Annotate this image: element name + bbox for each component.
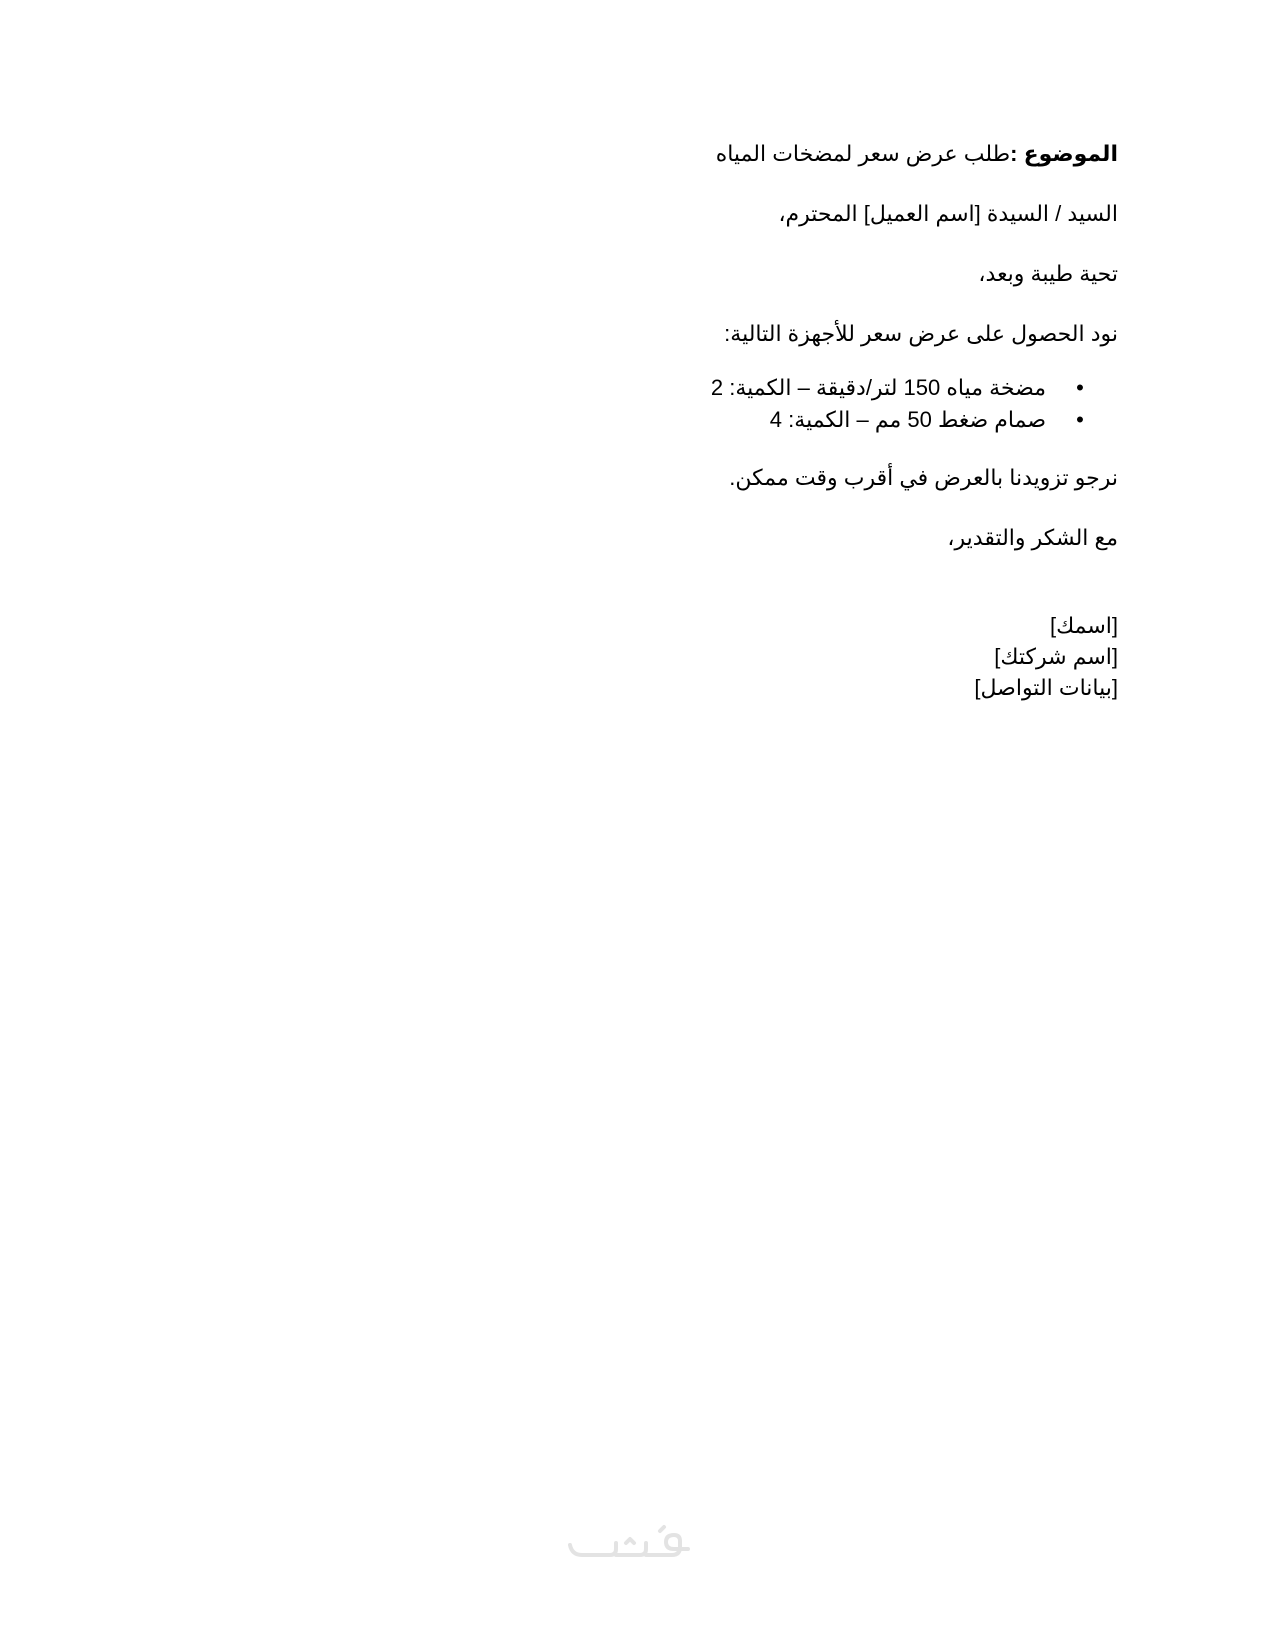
signature-company: [اسم شركتك] [994, 644, 1118, 669]
intro-line: نود الحصول على عرض سعر للأجهزة التالية: [724, 321, 1118, 346]
bullet-icon: • [1076, 407, 1084, 432]
signature-block [638, 610, 1118, 703]
items-list [638, 372, 1118, 436]
signature-contact: [بيانات التواصل] [974, 675, 1118, 700]
subject-text: طلب عرض سعر لمضخات المياه [715, 141, 1011, 166]
closing-line: مع الشكر والتقدير، [947, 525, 1118, 550]
salutation-line: تحية طيبة وبعد، [978, 261, 1118, 286]
greeting-line: السيد / السيدة [اسم العميل] المحترم، [778, 201, 1118, 226]
watermark-logo [560, 1515, 700, 1565]
list-item-text: صمام ضغط 50 مم – الكمية: 4 [769, 407, 1046, 432]
subject-line [638, 138, 1118, 170]
request-line: نرجو تزويدنا بالعرض في أقرب وقت ممكن. [729, 465, 1118, 490]
subject-label: الموضوع : [1010, 141, 1118, 166]
list-item [638, 372, 1118, 404]
letter-body [638, 138, 1118, 703]
list-item-text: مضخة مياه 150 لتر/دقيقة – الكمية: 2 [710, 375, 1046, 400]
list-item [638, 404, 1118, 436]
signature-name: [اسمك] [1049, 613, 1118, 638]
bullet-icon: • [1076, 375, 1084, 400]
